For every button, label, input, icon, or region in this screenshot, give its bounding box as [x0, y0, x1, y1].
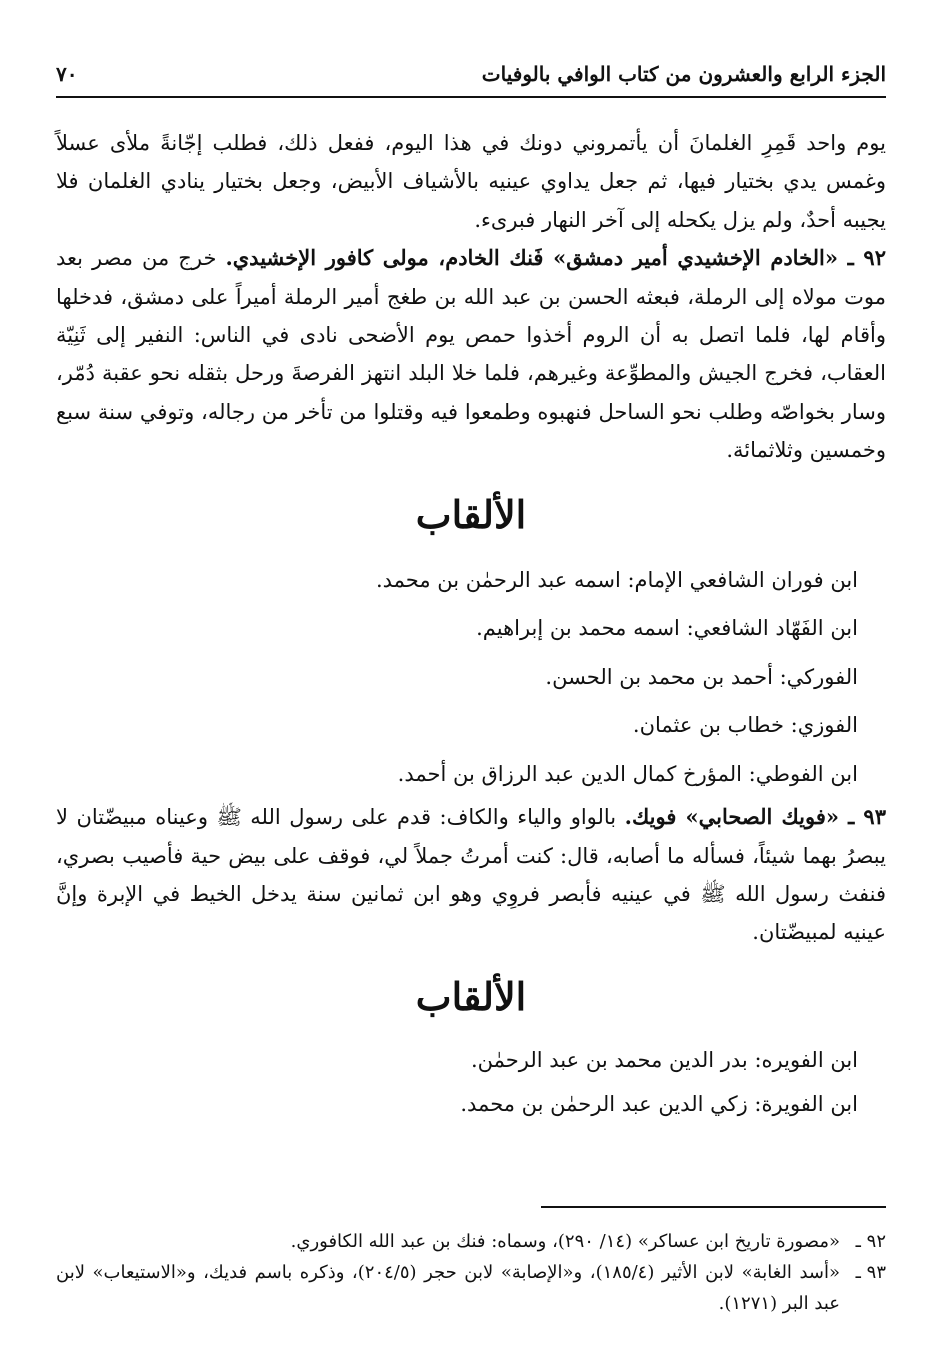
laqab-item: ابن فوران الشافعي الإمام: اسمه عبد الرحمٰن بن محمد.	[375, 567, 858, 592]
footnote-93	[56, 1257, 886, 1319]
section-title-alqab-1: الألقاب	[415, 491, 527, 537]
entry-92-text: خرج من مصر بعد موت مولاه إلى الرملة، فبعثه الحسن بن عبد الله بن طغج أمير الرملة أميراً على دمشق، فدخلها وأقام لها، فلما اتصل به أن الروم أخذوا حمص يوم الأضحى نادى في الناس: النفير إلى ثَنِيّة العقاب، فخرج الجيش والمطوِّعة وغيرهم، فلما خلا البلد انتهز الفرصةَ ورحل بثقله نحو عقبة دُمّر، وسار بخواصّه وطلب نحو الساحل فنهبوه وطمعوا فيه وقتلوا من تأخر من رجاله، وتوفي سنة سبع وخمسين وثلاثمائة.	[56, 246, 886, 463]
laqab-item: الفوزي: خطاب بن عثمان.	[632, 713, 858, 738]
entry-93-heading: ٩٣ ـ «فويك الصحابي» فويك.	[624, 804, 886, 830]
entry-92-heading: ٩٢ ـ «الخادم الإخشيدي أمير دمشق» فَنك الخادم، مولى كافور الإخشيدي.	[225, 245, 886, 271]
book-page	[56, 0, 886, 1371]
footnote-92	[56, 1226, 886, 1257]
laqab-item: ابن الفويره: بدر الدين محمد بن عبد الرحمٰن.	[471, 1047, 858, 1072]
page-number: ٧٠	[56, 62, 78, 86]
laqab-item: ابن الفوطي: المؤرخ كمال الدين عبد الرزاق بن أحمد.	[397, 761, 858, 786]
entry-92	[56, 239, 886, 469]
page-header	[56, 56, 886, 92]
header-divider	[56, 96, 886, 98]
footnote-text: «أسد الغابة» لابن الأثير (١٨٥/٤)، و«الإصابة» لابن حجر (٢٠٤/٥)، وذكره باسم فديك، و«الاستيعاب» لابن عبد البر (١٢٧١).	[56, 1262, 841, 1314]
entry-93	[56, 798, 886, 952]
page-body	[56, 124, 886, 1127]
footnote-number: ٩٣ ـ	[855, 1262, 886, 1283]
section-title-alqab-2: الألقاب	[415, 973, 527, 1019]
running-title: الجزء الرابع والعشرون من كتاب الوافي بالوفيات	[481, 62, 886, 86]
intro-paragraph: يوم واحد قَمِرِ الغلمانَ أن يأتمروني دونك في هذا اليوم، ففعل ذلك، فطلب إجّانةً ملأى عسلاً وغمس يدي بختيار فيها، ثم جعل يداوي عينيه بالأشياف الأبيض، وجعل بختيار ينادي الغلمان فلا يجيبه أحدٌ، ولم يزل يكحله إلى آخر النهار فبرىء.	[56, 131, 886, 232]
footnote-number: ٩٢ ـ	[855, 1231, 886, 1252]
footnote-text: «مصورة تاريخ ابن عساكر» (١٤/ ٢٩٠)، وسماه: فنك بن عبد الله الكافوري.	[290, 1231, 840, 1252]
footnote-divider	[541, 1206, 886, 1208]
laqab-item: الفوركي: أحمد بن محمد بن الحسن.	[545, 664, 858, 689]
entry-93-text: بالواو والياء والكاف: قدم على رسول الله ﷺ وعيناه مبيضّتان لا يبصرُ بهما شيئاً، فسأله ما أصابه، قال: كنت أمرتُ جملاً لي، فوقف على بيض حية فأصيب بصري، فنفث رسول الله ﷺ في عينيه فأبصر فروِي وهو ابن ثمانين سنة يدخل الخيط في الإبرة وإنَّ عينيه لمبيضّتان.	[56, 805, 886, 945]
footnotes	[56, 1226, 886, 1319]
laqab-item: ابن الفويرة: زكي الدين عبد الرحمٰن بن محمد.	[460, 1092, 858, 1117]
laqab-item: ابن الفَهّاد الشافعي: اسمه محمد بن إبراهيم.	[476, 616, 858, 641]
